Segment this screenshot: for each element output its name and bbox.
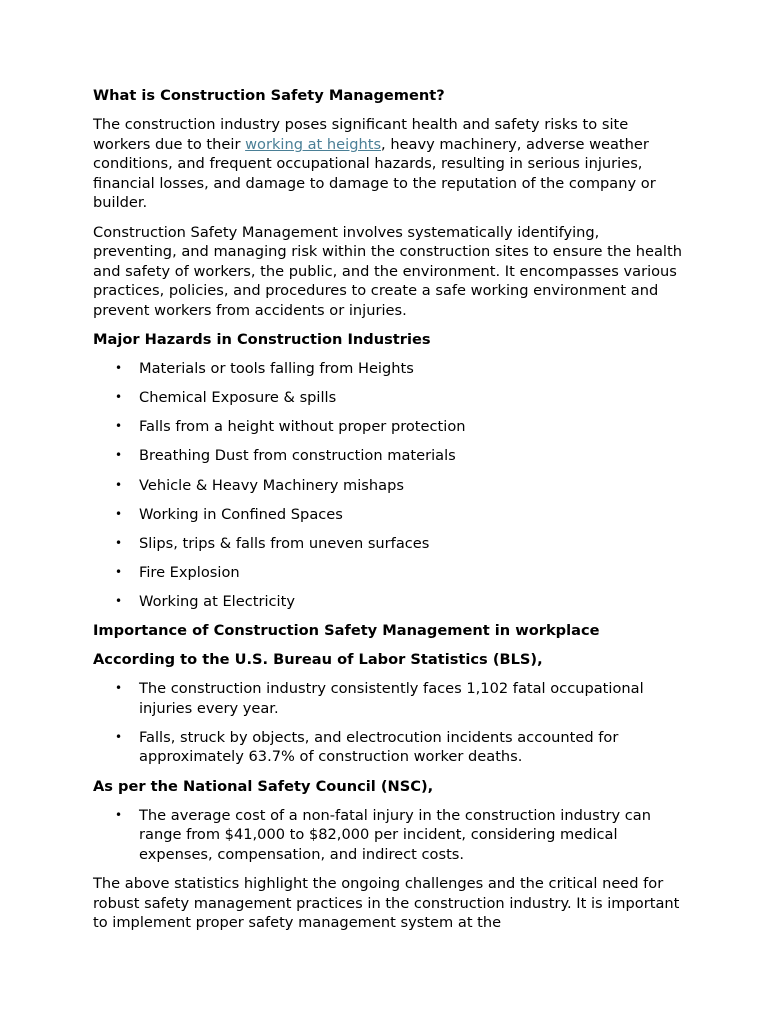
list-item (93, 679, 683, 718)
list-item-text: Working in Confined Spaces (139, 505, 343, 523)
bullet-icon: • (115, 681, 123, 696)
list-item (93, 359, 683, 379)
bullet-icon: • (115, 390, 123, 405)
list-item (93, 505, 683, 525)
bls-stats-list (93, 679, 683, 767)
bullet-icon: • (115, 593, 123, 608)
list-item (93, 446, 683, 466)
bullet-icon: • (115, 535, 123, 550)
bullet-icon: • (115, 729, 123, 744)
section-heading-importance: Importance of Construction Safety Management in workplace (93, 621, 600, 639)
intro-text-before-link: The construction industry poses significant health and safety risks to site workers due to their (93, 116, 629, 153)
list-item-text: Slips, trips & falls from uneven surfaces (139, 534, 430, 552)
list-item-text: The average cost of a non-fatal injury in the construction industry can range from $41,000 to $82,000 per incident, considering medical expenses, compensation, and indirect costs. (139, 806, 651, 863)
bullet-icon: • (115, 564, 123, 579)
list-item (93, 563, 683, 583)
list-item-text: The construction industry consistently faces 1,102 fatal occupational injuries every year. (139, 680, 644, 717)
list-item (93, 476, 683, 496)
list-item (93, 534, 683, 554)
bullet-icon: • (115, 361, 123, 376)
section-heading-bls: According to the U.S. Bureau of Labor Statistics (BLS), (93, 651, 543, 669)
list-item-text: Breathing Dust from construction materials (139, 447, 456, 465)
list-item-text: Materials or tools falling from Heights (139, 360, 414, 378)
intro-paragraph (93, 115, 683, 213)
bullet-icon: • (115, 419, 123, 434)
section-heading-major-hazards: Major Hazards in Construction Industries (93, 331, 431, 349)
definition-paragraph: Construction Safety Management involves systematically identifying, preventing, and managing risk within the construction sites to ensure the health and safety of workers, the public, and the environment. It encompasses various practices, policies, and procedures to create a safe working environment and prevent workers from accidents or injuries. (93, 223, 682, 319)
list-item (93, 388, 683, 408)
list-item (93, 728, 683, 767)
nsc-stats-list (93, 806, 683, 865)
list-item-text: Vehicle & Heavy Machinery mishaps (139, 476, 404, 494)
bullet-icon: • (115, 477, 123, 492)
list-item-text: Fire Explosion (139, 563, 240, 581)
intro-text-after-link: , heavy machinery, adverse weather conditions, and frequent occupational hazards, resulting in serious injuries, financial losses, and damage to damage to the reputation of the company or builder. (93, 135, 656, 212)
section-heading-nsc: As per the National Safety Council (NSC), (93, 777, 434, 795)
working-at-heights-link[interactable]: working at heights (245, 135, 382, 153)
list-item-text: Chemical Exposure & spills (139, 389, 337, 407)
list-item-text: Falls from a height without proper protection (139, 418, 466, 436)
list-item (93, 806, 683, 865)
bullet-icon: • (115, 448, 123, 463)
list-item-text: Falls, struck by objects, and electrocution incidents accounted for approximately 63.7% of construction worker deaths. (139, 728, 619, 766)
bullet-icon: • (115, 506, 123, 521)
closing-paragraph: The above statistics highlight the ongoing challenges and the critical need for robust safety management practices in the construction industry. It is important to implement proper safety management system at the (93, 874, 680, 932)
section-heading-what-is: What is Construction Safety Management? (93, 87, 445, 104)
list-item (93, 592, 683, 612)
list-item (93, 417, 683, 437)
list-item-text: Working at Electricity (139, 592, 295, 610)
hazards-list (93, 359, 683, 611)
document-page (93, 86, 683, 942)
bullet-icon: • (115, 807, 123, 822)
